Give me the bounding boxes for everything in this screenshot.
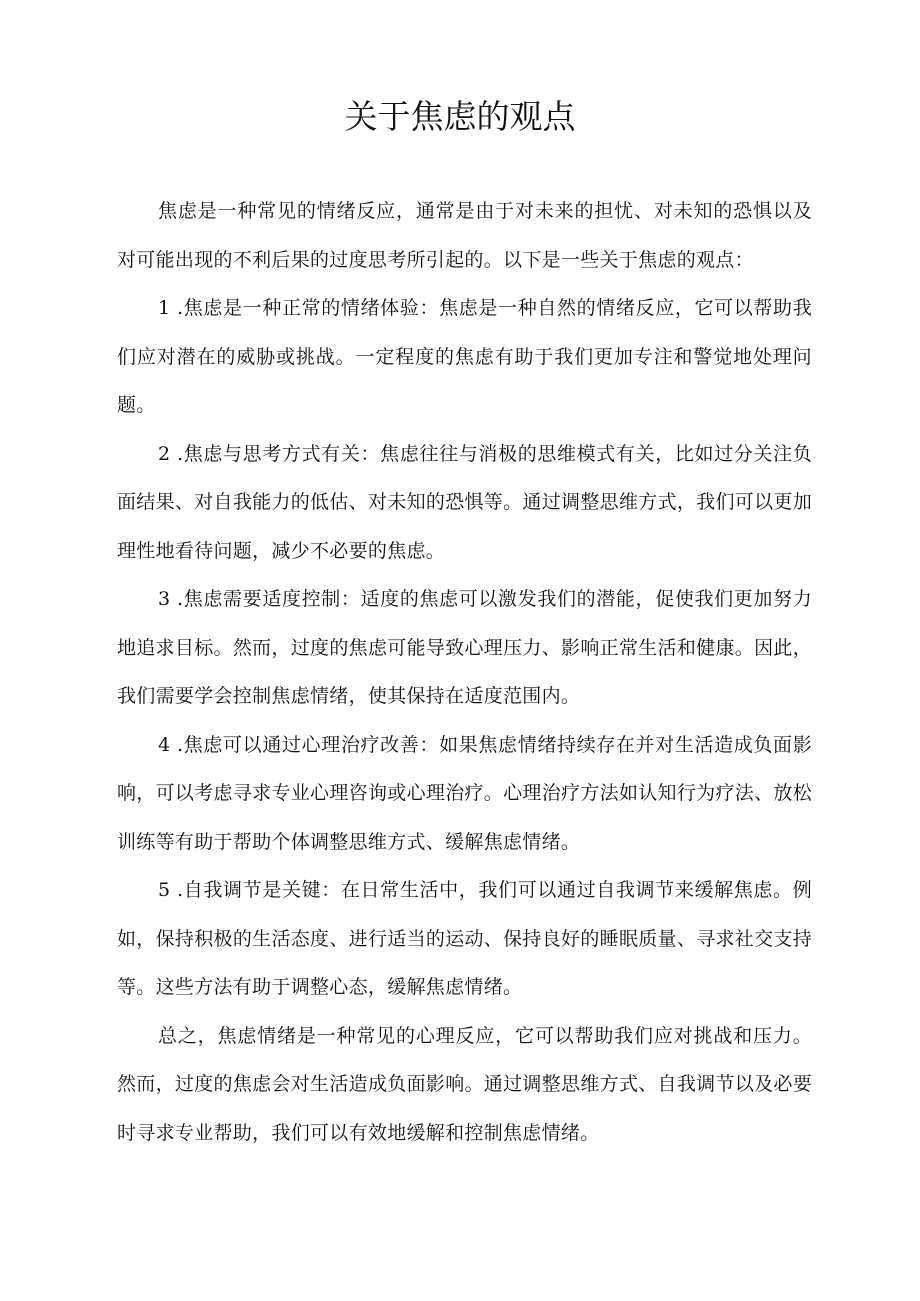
conclusion-paragraph: 总之，焦虑情绪是一种常见的心理反应，它可以帮助我们应对挑战和压力。然而，过度的焦虑会对生活造成负面影响。通过调整思维方式、自我调节以及必要时寻求专业帮助，我们可以有效地缓解和控制焦虑情绪。 [117,1024,812,1144]
document-title: 关于焦虑的观点 [344,97,576,136]
point-2-paragraph: 2 .焦虑与思考方式有关：焦虑往往与消极的思维模式有关，比如过分关注负面结果、对自我能力的低估、对未知的恐惧等。通过调整思维方式，我们可以更加理性地看待问题，减少不必要的焦虑。 [117,442,812,562]
intro-paragraph: 焦虑是一种常见的情绪反应，通常是由于对未来的担忧、对未知的恐惧以及对可能出现的不利后果的过度思考所引起的。以下是一些关于焦虑的观点： [117,200,812,271]
point-4-paragraph: 4 .焦虑可以通过心理治疗改善：如果焦虑情绪持续存在并对生活造成负面影响，可以考虑寻求专业心理咨询或心理治疗。心理治疗方法如认知行为疗法、放松训练等有助于帮助个体调整思维方式、缓解焦虑情绪。 [117,733,812,853]
point-1-paragraph: 1 .焦虑是一种正常的情绪体验：焦虑是一种自然的情绪反应，它可以帮助我们应对潜在的威胁或挑战。一定程度的焦虑有助于我们更加专注和警觉地处理问题。 [117,297,812,416]
point-3-paragraph: 3 .焦虑需要适度控制：适度的焦虑可以激发我们的潜能，促使我们更加努力地追求目标。然而，过度的焦虑可能导致心理压力、影响正常生活和健康。因此，我们需要学会控制焦虑情绪，使其保持在适度范围内。 [117,588,812,707]
point-5-paragraph: 5 .自我调节是关键：在日常生活中，我们可以通过自我调节来缓解焦虑。例如，保持积极的生活态度、进行适当的运动、保持良好的睡眠质量、寻求社交支持等。这些方法有助于调整心态，缓解焦虑情绪。 [117,879,812,998]
document-body [117,187,812,1157]
